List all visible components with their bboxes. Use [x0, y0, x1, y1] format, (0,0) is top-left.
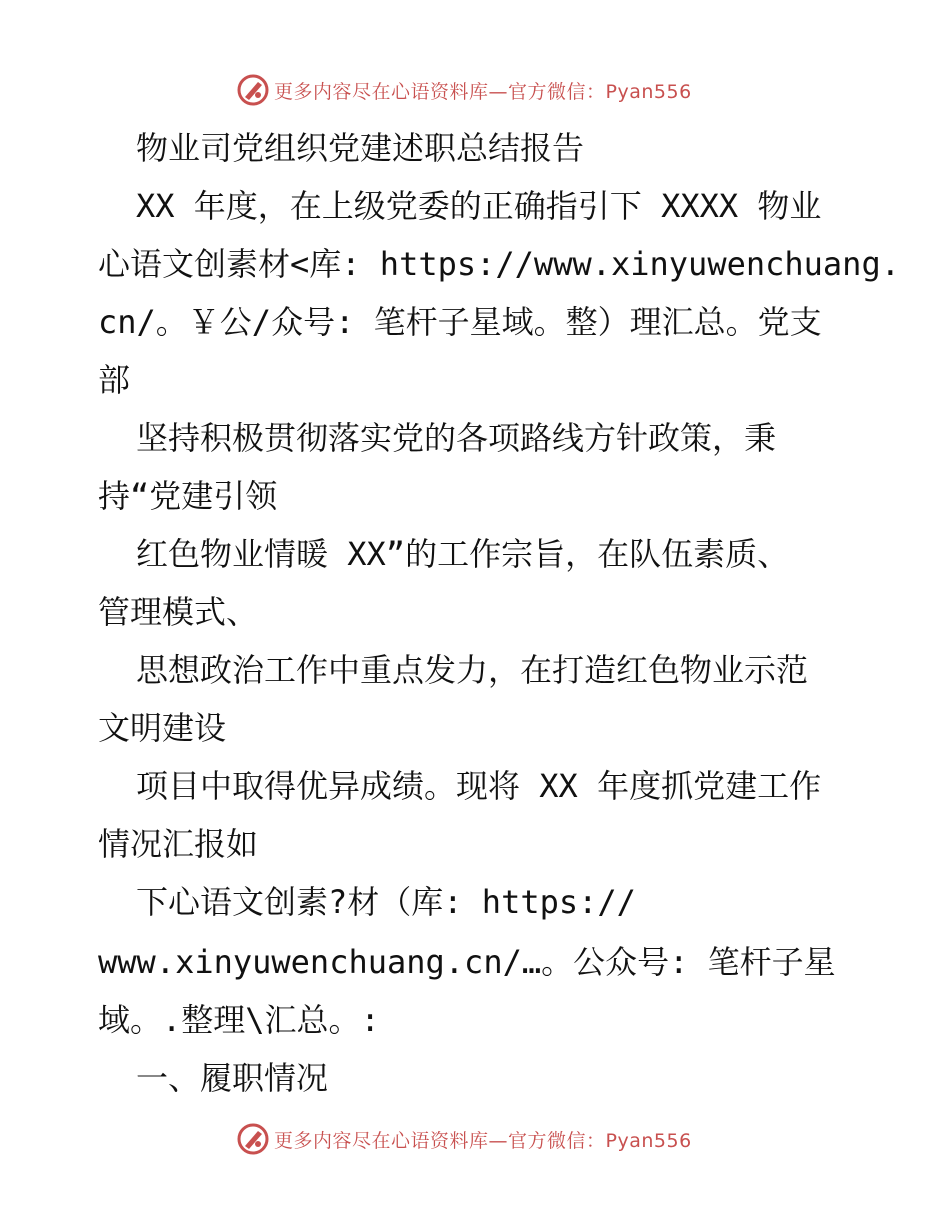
footer-watermark [236, 1121, 692, 1157]
paragraph-line: 情况汇报如 [98, 825, 259, 863]
paragraph-line: 心语文创素材<库: https://www.xinyuwenchuang. [98, 245, 900, 283]
paragraph-line: www.xinyuwenchuang.cn/…。公众号: 笔杆子星 [98, 943, 836, 981]
document-title: 物业司党组织党建述职总结报告 [136, 129, 585, 167]
paragraph-line: 部 [98, 361, 131, 399]
paragraph-line: 坚持积极贯彻落实党的各项路线方针政策，秉 [136, 419, 777, 457]
paragraph-line: XX 年度，在上级党委的正确指引下 XXXX 物业 [136, 187, 822, 225]
paragraph-line: cn/。￥公/众号: 笔杆子星域。整）理汇总。党支 [98, 303, 822, 341]
paragraph-line: 域。.整理\汇总。: [98, 1001, 380, 1039]
paragraph-line: 管理模式、 [98, 593, 259, 631]
section-heading: 一、履职情况 [136, 1059, 329, 1097]
paragraph-line: 文明建设 [98, 709, 227, 747]
watermark-text: 更多内容尽在心语资料库—官方微信：Pyan556 [274, 80, 692, 103]
paragraph-line: 红色物业情暖 XX”的工作宗旨，在队伍素质、 [136, 535, 790, 573]
paragraph-line: 思想政治工作中重点发力，在打造红色物业示范 [136, 651, 809, 689]
paragraph-line: 持“党建引领 [98, 477, 278, 515]
paragraph-line: 项目中取得优异成绩。现将 XX 年度抓党建工作 [136, 767, 822, 805]
paragraph-line: 下心语文创素?材（库: https:// [136, 883, 636, 921]
brand-logo-icon [236, 1122, 270, 1156]
watermark-text: 更多内容尽在心语资料库—官方微信：Pyan556 [274, 1129, 692, 1152]
